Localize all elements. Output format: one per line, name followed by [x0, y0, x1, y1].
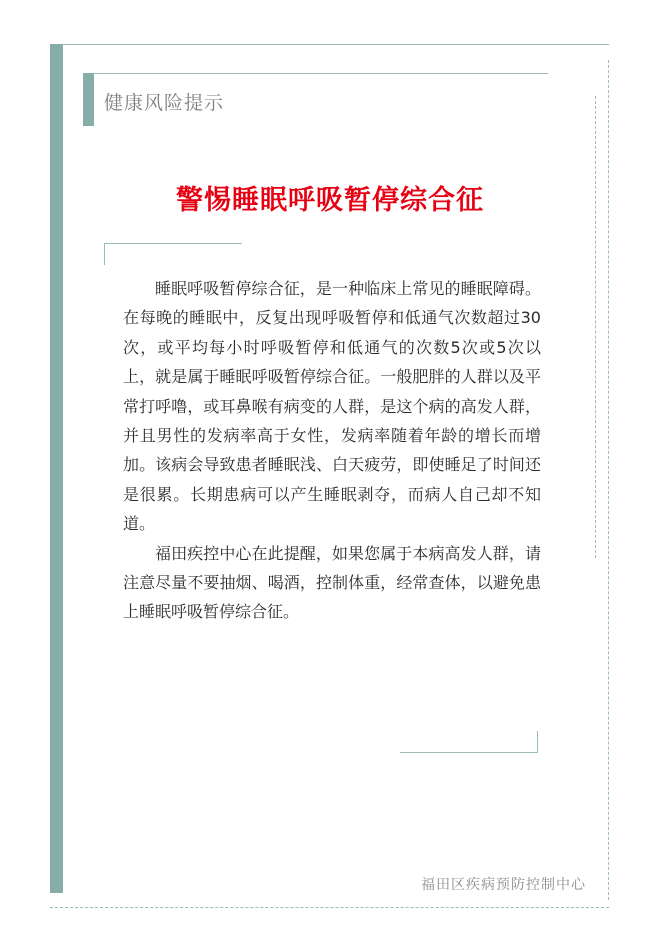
top-border-rule: [63, 44, 609, 45]
left-accent-bar: [50, 44, 63, 893]
corner-bracket-bottom-right: [400, 752, 538, 753]
article-body: [123, 274, 541, 627]
paragraph: 睡眠呼吸暂停综合征，是一种临床上常见的睡眠障碍。在每晚的睡眠中，反复出现呼吸暂停和低通气次数超过30次，或平均每小时呼吸暂停和低通气的次数5次或5次以上，就是属于睡眠呼吸暂停综合征。一般肥胖的人群以及平常打呼噜，或耳鼻喉有病变的人群，是这个病的高发人群，并且男性的发病率高于女性，发病率随着年龄的增长而增加。该病会导致患者睡眠浅、白天疲劳，即使睡足了时间还是很累。长期患病可以产生睡眠剥夺，而病人自己却不知道。: [123, 279, 541, 534]
corner-bracket-top-left-vertical: [104, 243, 105, 265]
corner-bracket-bottom-right-vertical: [537, 731, 538, 753]
paragraph: 福田疾控中心在此提醒，如果您属于本病高发人群，请注意尽量不要抽烟、喝酒，控制体重，经常查体，以避免患上睡眠呼吸暂停综合征。: [123, 543, 541, 622]
bottom-dashed-border: [50, 907, 609, 908]
section-tag-label: 健康风险提示: [104, 92, 225, 114]
organization-footer: 福田区疾病预防控制中心: [421, 877, 586, 893]
section-tag-marker: [83, 73, 94, 126]
section-tag-rule: [94, 73, 548, 74]
page-title: 警惕睡眠呼吸暂停综合征: [176, 185, 484, 217]
corner-bracket-top-left: [104, 243, 242, 244]
inner-dashed-line: [595, 96, 596, 558]
